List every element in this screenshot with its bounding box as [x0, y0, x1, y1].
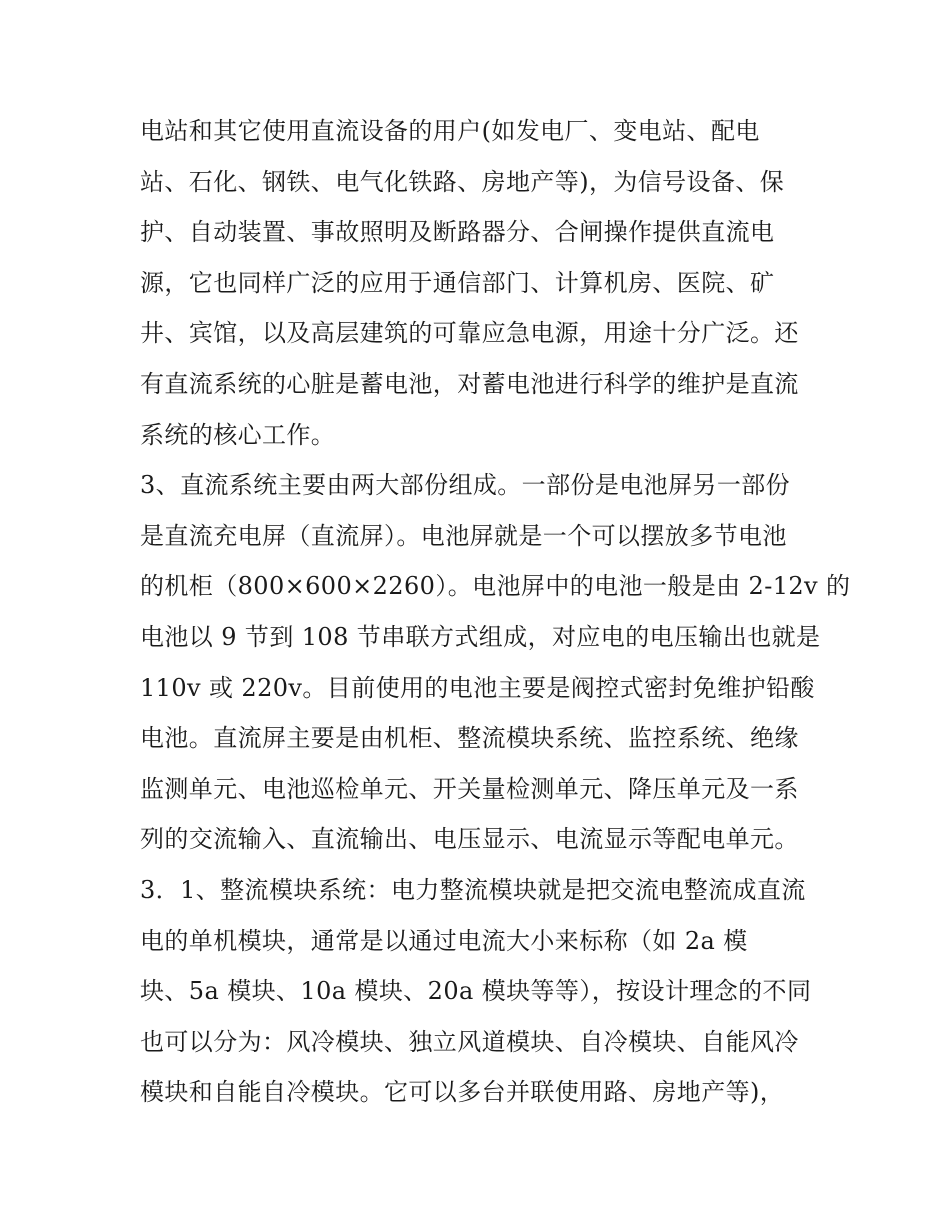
text-line: 源，它也同样广泛的应用于通信部门、计算机房、医院、矿 — [140, 268, 775, 297]
text-line: 电的单机模块，通常是以通过电流大小来标称（如 2a 模 — [140, 926, 748, 955]
text-line: 系统的核心工作。 — [140, 420, 336, 449]
text-line: 监测单元、电池巡检单元、开关量检测单元、降压单元及一系 — [140, 774, 799, 803]
text-line: 有直流系统的心脏是蓄电池，对蓄电池进行科学的维护是直流 — [140, 369, 799, 398]
text-line: 是直流充电屏（直流屏）。电池屏就是一个可以摆放多节电池 — [140, 521, 787, 550]
text-line: 块、5a 模块、10a 模块、20a 模块等等），按设计理念的不同 — [140, 977, 812, 1006]
text-line: 3．1、整流模块系统：电力整流模块就是把交流电整流成直流 — [140, 875, 806, 904]
text-line: 的机柜（800×600×2260）。电池屏中的电池一般是由 2-12v 的 — [140, 572, 851, 601]
text-line: 电池。直流屏主要是由机柜、整流模块系统、监控系统、绝缘 — [140, 724, 799, 753]
text-line: 电池以 9 节到 108 节串联方式组成，对应电的电压输出也就是 — [140, 622, 821, 651]
text-line: 井、宾馆，以及高层建筑的可靠应急电源，用途十分广泛。还 — [140, 319, 799, 348]
body-text — [140, 106, 851, 1118]
text-line: 也可以分为：风冷模块、独立风道模块、自冷模块、自能风冷 — [140, 1027, 799, 1056]
text-line: 列的交流输入、直流输出、电压显示、电流显示等配电单元。 — [140, 825, 799, 854]
text-line: 3、直流系统主要由两大部份组成。一部份是电池屏另一部份 — [140, 471, 791, 500]
text-line: 模块和自能自冷模块。它可以多台并联使用路、房地产等)， — [140, 1078, 785, 1107]
text-line: 站、石化、钢铁、电气化铁路、房地产等)，为信号设备、保 — [140, 167, 785, 196]
text-line: 护、自动装置、事故照明及断路器分、合闸操作提供直流电 — [140, 218, 775, 247]
text-line: 110v 或 220v。目前使用的电池主要是阀控式密封免维护铅酸 — [140, 673, 815, 702]
text-line: 电站和其它使用直流设备的用户(如发电厂、变电站、配电 — [140, 117, 760, 145]
